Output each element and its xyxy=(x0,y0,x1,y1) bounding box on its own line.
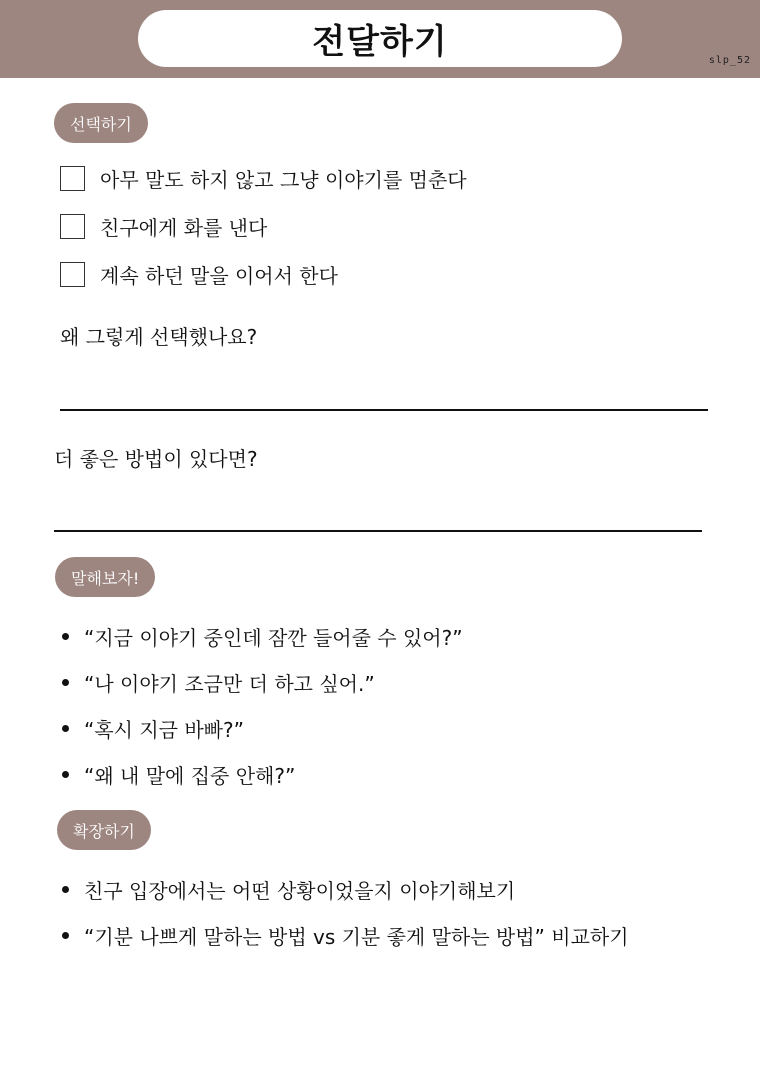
choice-option-label: 아무 말도 하지 않고 그냥 이야기를 멈춘다 xyxy=(100,168,467,192)
list-item xyxy=(62,912,629,958)
list-item-text: “혹시 지금 바빠?” xyxy=(84,717,244,742)
checkbox[interactable] xyxy=(60,166,85,191)
list-item xyxy=(62,866,629,912)
choice-option-label: 친구에게 화를 낸다 xyxy=(100,216,268,240)
question-better-way: 더 좋은 방법이 있다면? xyxy=(54,447,258,471)
section-label-speak: 말해보자! xyxy=(55,557,155,597)
bullet-icon xyxy=(62,932,69,939)
speak-list xyxy=(62,613,463,797)
choice-option-2[interactable] xyxy=(60,212,267,241)
list-item-text: “기분 나쁘게 말하는 방법 vs 기분 좋게 말하는 방법” 비교하기 xyxy=(84,924,629,949)
list-item-text: “왜 내 말에 집중 안해?” xyxy=(84,763,296,788)
list-item xyxy=(62,705,463,751)
page-title: 전달하기 xyxy=(138,10,622,67)
list-item-text: “나 이야기 조금만 더 하고 싶어.” xyxy=(84,671,375,696)
header-bar xyxy=(0,0,760,78)
answer-line-better-way[interactable] xyxy=(54,530,702,532)
choice-option-1[interactable] xyxy=(60,164,467,193)
page-code: slp_52 xyxy=(708,55,751,66)
section-label-extend: 확장하기 xyxy=(57,810,151,850)
bullet-icon xyxy=(62,633,69,640)
list-item xyxy=(62,613,463,659)
list-item xyxy=(62,659,463,705)
list-item-text: 친구 입장에서는 어떤 상황이었을지 이야기해보기 xyxy=(84,878,516,903)
bullet-icon xyxy=(62,679,69,686)
bullet-icon xyxy=(62,771,69,778)
list-item xyxy=(62,751,463,797)
checkbox[interactable] xyxy=(60,262,85,287)
bullet-icon xyxy=(62,725,69,732)
choice-option-label: 계속 하던 말을 이어서 한다 xyxy=(100,264,338,288)
choice-option-3[interactable] xyxy=(60,260,338,289)
section-label-choose: 선택하기 xyxy=(54,103,148,143)
answer-line-why[interactable] xyxy=(60,409,708,411)
extend-list xyxy=(62,866,629,958)
checkbox[interactable] xyxy=(60,214,85,239)
question-why: 왜 그렇게 선택했나요? xyxy=(60,325,258,349)
list-item-text: “지금 이야기 중인데 잠깐 들어줄 수 있어?” xyxy=(84,625,463,650)
bullet-icon xyxy=(62,886,69,893)
